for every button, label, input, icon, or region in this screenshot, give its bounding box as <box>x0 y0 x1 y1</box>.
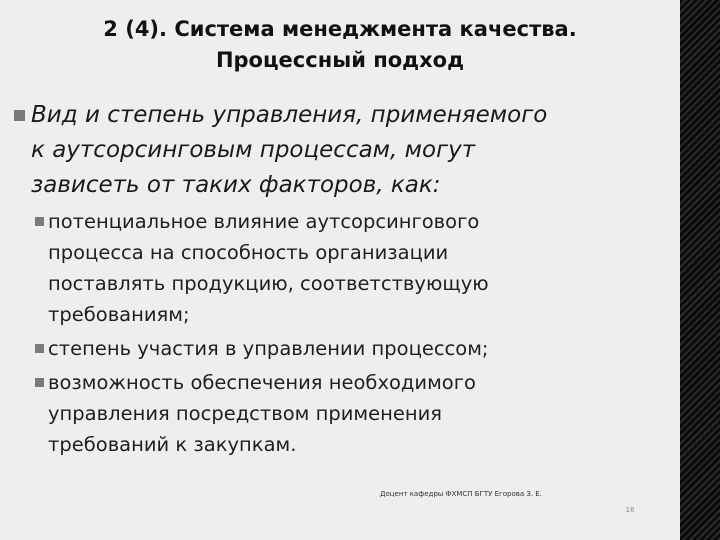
decorative-side-border <box>680 0 720 540</box>
square-bullet-icon <box>35 344 44 353</box>
title-line-2: Процессный подход <box>215 48 465 72</box>
square-bullet-icon <box>14 110 25 121</box>
main-line-2: к аутсорсинговым процессам, могут <box>31 137 476 163</box>
sub-item-2-line-1: степень участия в управлении процессом; <box>48 337 489 360</box>
page-number: 16 <box>625 506 635 514</box>
sub-item-3-line-3: требований к закупкам. <box>48 433 297 456</box>
sub-item-1-line-1: потенциальное влияние аутсорсингового <box>48 210 480 233</box>
sub-item-1-line-4: требованиям; <box>48 303 190 326</box>
square-bullet-icon <box>35 378 44 387</box>
sub-bullet-item <box>35 206 635 330</box>
main-line-3: зависеть от таких факторов, как: <box>31 172 441 198</box>
title-line-1: 2 (4). Система менеджмента качества. <box>103 17 577 41</box>
sub-item-1-line-2: процесса на способность организации <box>48 241 449 264</box>
sub-bullet-item <box>35 333 635 364</box>
sub-item-3-line-1: возможность обеспечения необходимого <box>48 371 476 394</box>
sub-bullet-list <box>35 206 635 463</box>
main-bullet-item <box>14 98 654 203</box>
main-line-1: Вид и степень управления, применяемого <box>31 102 548 128</box>
square-bullet-icon <box>35 217 44 226</box>
sub-item-3-line-2: управления посредством применения <box>48 402 442 425</box>
sub-bullet-item <box>35 367 635 460</box>
footer-author: Доцент кафедры ФХМСП БГТУ Егорова З. Е. <box>380 490 542 498</box>
sub-item-1-line-3: поставлять продукцию, соответствующую <box>48 272 489 295</box>
main-paragraph <box>14 98 654 203</box>
slide-title <box>20 14 660 76</box>
